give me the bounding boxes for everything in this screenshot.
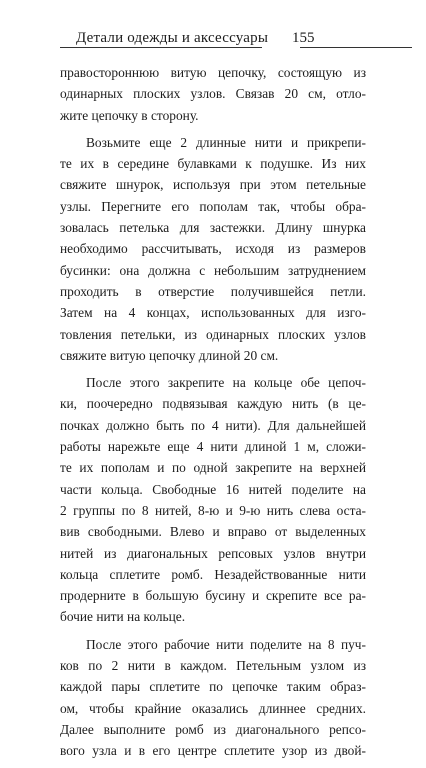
text-line: ом, чтобы крайние оказались длиннее средних. [60,700,366,716]
page-number: 155 [292,30,315,46]
text-line: зовалась петелька для застежки. Длину шнурка [60,220,366,236]
text-line: одинарных плоских узлов. Связав 20 см, отло- [60,86,366,102]
paragraph [60,372,366,628]
header-rule [60,47,262,48]
text-line: вив свободными. Влево и вправо от выделенных [60,524,366,540]
text-line: 2 группы по 8 нитей, 8-ю и 9-ю нить слева оста- [60,502,366,518]
text-line: почках должно быть по 4 нити). Для дальнейшей [60,417,366,433]
text-line: После этого закрепите на кольце обе цепоч- [86,375,366,391]
text-line: каждой пары сплетите по цепочке таким образ- [60,679,366,695]
header-title: Детали одежды и аксессуары [76,30,269,46]
text-line: После этого рабочие нити поделите на 8 пуч- [86,636,366,652]
text-line: Затем на 4 концах, использованных для изго- [60,305,366,321]
text-line: части кольца. Свободные 16 нитей поделите на [60,481,366,497]
text-line: проходить в отверстие получившейся петли. [60,283,366,299]
text-line: жите цепочку в сторону. [60,107,199,123]
text-line: кольца сплетите ромб. Незадействованные нити [60,566,366,582]
text-line: Далее выполните ромб из диагонального репсо- [60,721,366,737]
paragraph [60,132,366,366]
text-line: продерните в большую бусину и скрепите все ра- [60,588,366,604]
text-line: узлы. Перегните его пополам так, чтобы обра- [60,198,366,214]
text-line: свяжите витую цепочку длиной 20 см. [60,347,279,363]
paragraph [60,634,366,762]
text-line: ки, поочередно подвязывая каждую нить (в це- [60,396,366,412]
text-line: бочие нити на кольце. [60,609,186,625]
text-line: те их в середине булавками к подушке. Из них [60,156,366,172]
text-line: нитей из диагональных репсовых узлов внутри [60,545,366,561]
text-line: товления петельки, из одинарных плоских узлов [60,326,366,342]
running-header [60,28,366,52]
body-text [60,62,366,768]
text-line: Возьмите еще 2 длинные нити и прикрепи- [86,134,366,150]
text-line: бусинки: она должна с небольшим затруднением [60,262,366,278]
text-line: вого узла и в его центре сплетите узор из двой- [60,743,366,759]
paragraph [60,62,366,126]
text-line: работы нарежьте еще 4 нити длиной 1 м, сложи- [60,439,366,455]
text-line: необходимо рассчитывать, исходя из размеров [60,241,366,257]
text-line: те их пополам и по одной закрепите на верхней [60,460,366,476]
text-line: правостороннюю витую цепочку, состоящую из [60,65,366,80]
text-line: свяжите шнурок, используя при этом петельные [60,177,366,193]
text-line: ков по 2 нити в каждом. Петельным узлом из [60,658,366,674]
header-rule-right [300,47,412,48]
